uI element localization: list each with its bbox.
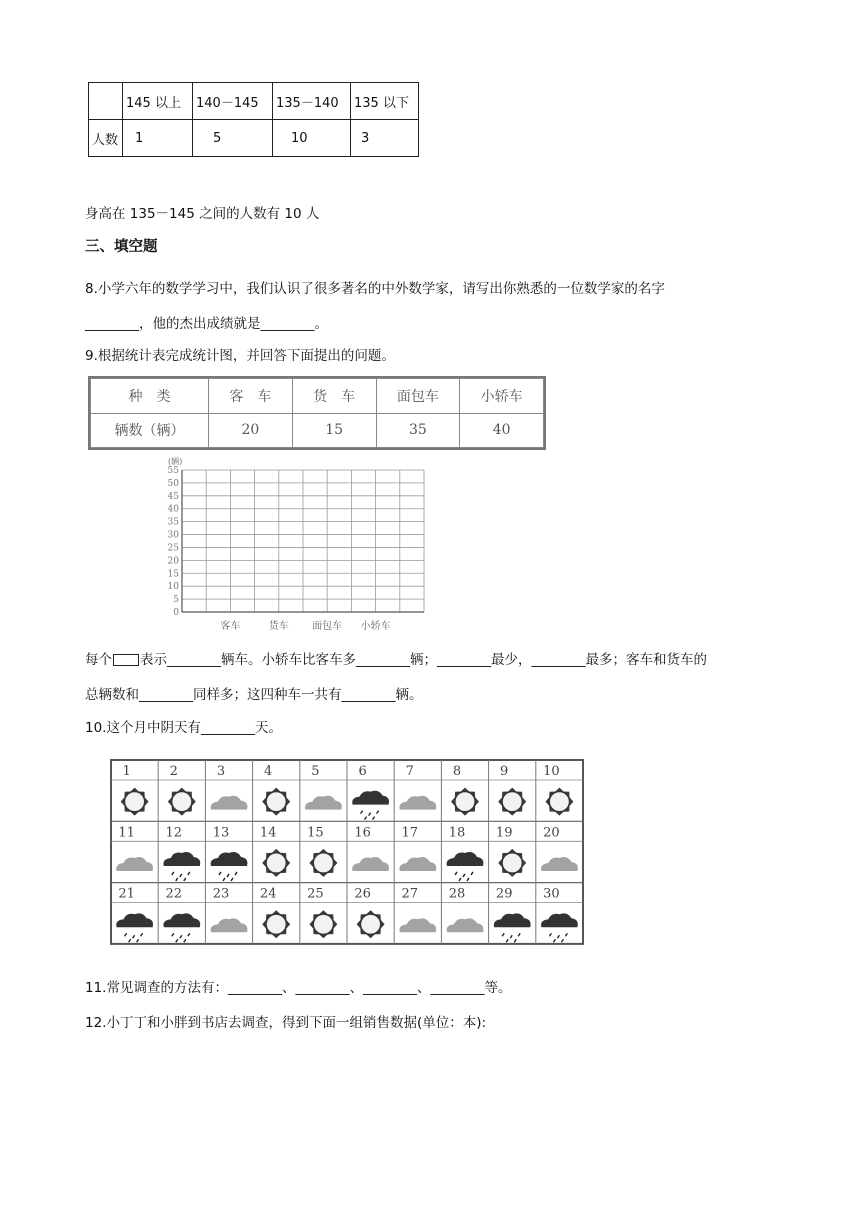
sun-icon-face <box>361 914 381 934</box>
day-number: 15 <box>307 825 324 841</box>
day-number: 10 <box>543 764 560 779</box>
y-tick-label: 30 <box>167 530 179 541</box>
day-number: 18 <box>448 825 466 841</box>
table-header-cell: 135 以下 <box>351 83 419 120</box>
y-tick-label: 50 <box>167 478 179 489</box>
y-axis-unit-label: (辆) <box>168 457 183 466</box>
y-tick-label: 0 <box>173 608 179 618</box>
question-11-text: 11.常见调查的方法有：________、________、________、________等。 <box>85 980 512 996</box>
table-cell: 3 <box>351 120 419 157</box>
sunny-icon <box>168 788 196 816</box>
table-row <box>91 413 544 448</box>
y-tick-label: 25 <box>167 543 179 554</box>
day-number: 2 <box>169 764 178 779</box>
table-cell: 35 <box>376 413 460 448</box>
day-number: 1 <box>122 764 131 779</box>
table-cell: 15 <box>292 413 376 448</box>
weather-calendar <box>105 756 595 948</box>
y-tick-label: 35 <box>167 517 179 528</box>
table-row <box>91 379 544 414</box>
y-tick-label: 15 <box>167 569 179 580</box>
x-category-label: 小轿车 <box>360 621 391 632</box>
day-number: 22 <box>165 886 183 902</box>
table-cell: 20 <box>209 413 293 448</box>
y-tick-label: 40 <box>167 504 179 515</box>
day-number: 20 <box>543 825 560 841</box>
question-12-text: 12.小丁丁和小胖到书店去调查，得到下面一组销售数据(单位：本): <box>85 1015 487 1031</box>
table-header-cell: 种 类 <box>91 379 209 414</box>
y-tick-label: 55 <box>167 466 179 476</box>
day-number: 13 <box>212 825 230 841</box>
x-category-label: 客车 <box>220 621 241 632</box>
sunny-icon <box>498 788 526 816</box>
day-number: 23 <box>212 886 230 902</box>
table-header-cell: 货 车 <box>292 379 376 414</box>
table-header-cell: 面包车 <box>376 379 460 414</box>
y-tick-label: 10 <box>167 582 179 593</box>
sun-icon-face <box>313 853 333 873</box>
height-frequency-table <box>88 82 419 157</box>
y-tick-label: 45 <box>167 491 179 502</box>
y-tick-label: 5 <box>173 595 179 606</box>
table-row <box>89 120 419 157</box>
day-number: 21 <box>118 886 135 902</box>
table-header-cell: 145 以上 <box>123 83 193 120</box>
question-10-text: 10.这个月中阴天有________天。 <box>85 720 282 736</box>
table-header-cell: 小轿车 <box>460 379 544 414</box>
sun-icon-face <box>266 792 286 812</box>
day-number: 14 <box>259 825 277 841</box>
sun-icon-face <box>502 792 522 812</box>
day-number: 28 <box>448 886 466 902</box>
sunny-icon <box>262 788 290 816</box>
table-cell: 5 <box>193 120 273 157</box>
table-header-cell <box>89 83 123 120</box>
sunny-icon <box>451 788 479 816</box>
sun-icon-face <box>266 853 286 873</box>
question-9-line2: 总辆数和________同样多；这四种车一共有________辆。 <box>85 687 423 703</box>
day-number: 8 <box>452 764 462 779</box>
sunny-icon <box>121 788 149 816</box>
table-cell: 10 <box>273 120 351 157</box>
unit-box-icon <box>113 654 139 666</box>
day-number: 17 <box>401 825 419 841</box>
day-number: 4 <box>264 764 273 779</box>
x-category-label: 面包车 <box>312 621 343 632</box>
answer-line: 身高在 135－145 之间的人数有 10 人 <box>85 206 320 222</box>
table-row-label: 辆数（辆） <box>91 413 209 448</box>
day-number: 19 <box>495 825 513 841</box>
day-number: 12 <box>165 825 183 841</box>
day-number: 29 <box>495 886 513 902</box>
sun-icon-face <box>172 792 192 812</box>
sun-icon-face <box>125 792 145 812</box>
question-8-line1: 8.小学六年的数学学习中，我们认识了很多著名的中外数学家，请写出你熟悉的一位数学家的名字 <box>85 281 665 297</box>
question-8-line2: ________，他的杰出成绩就是________。 <box>85 316 328 332</box>
table-header-cell: 客 车 <box>209 379 293 414</box>
day-number: 5 <box>311 764 320 779</box>
day-number: 9 <box>500 764 509 779</box>
day-number: 25 <box>307 886 324 902</box>
sun-icon-face <box>502 853 522 873</box>
question-9-text: 9.根据统计表完成统计图，并回答下面提出的问题。 <box>85 348 395 364</box>
table-header-cell: 140－145 <box>193 83 273 120</box>
bar-chart-grid <box>150 454 430 636</box>
day-number: 3 <box>216 764 226 779</box>
question-9-prefix: 每个 <box>85 652 112 668</box>
sun-icon-face <box>313 914 333 934</box>
question-9-blanks: 表示________辆车。小轿车比客车多________辆；________最少，________最多；客车和货车的 <box>140 652 707 668</box>
day-number: 30 <box>543 886 560 902</box>
sunny-icon <box>357 910 385 938</box>
sun-icon-face <box>455 792 475 812</box>
vehicle-stats-table <box>88 376 546 450</box>
sunny-icon <box>545 788 573 816</box>
sunny-icon <box>309 910 337 938</box>
sun-icon-face <box>266 914 286 934</box>
y-tick-label: 20 <box>167 556 179 567</box>
sunny-icon <box>309 849 337 877</box>
question-9-line1 <box>85 648 707 668</box>
sunny-icon <box>262 849 290 877</box>
table-row <box>89 83 419 120</box>
day-number: 6 <box>358 764 367 779</box>
sunny-icon <box>262 910 290 938</box>
day-number: 26 <box>354 886 371 902</box>
day-number: 7 <box>405 764 414 779</box>
x-category-label: 货车 <box>268 621 289 632</box>
sun-icon-face <box>549 792 569 812</box>
day-number: 11 <box>118 825 135 841</box>
table-header-cell: 135－140 <box>273 83 351 120</box>
table-cell: 40 <box>460 413 544 448</box>
day-number: 27 <box>401 886 419 902</box>
sunny-icon <box>498 849 526 877</box>
day-number: 16 <box>354 825 371 841</box>
day-number: 24 <box>259 886 277 902</box>
table-cell: 1 <box>123 120 193 157</box>
table-row-label: 人数 <box>89 120 123 157</box>
section-title: 三、填空题 <box>85 239 158 255</box>
